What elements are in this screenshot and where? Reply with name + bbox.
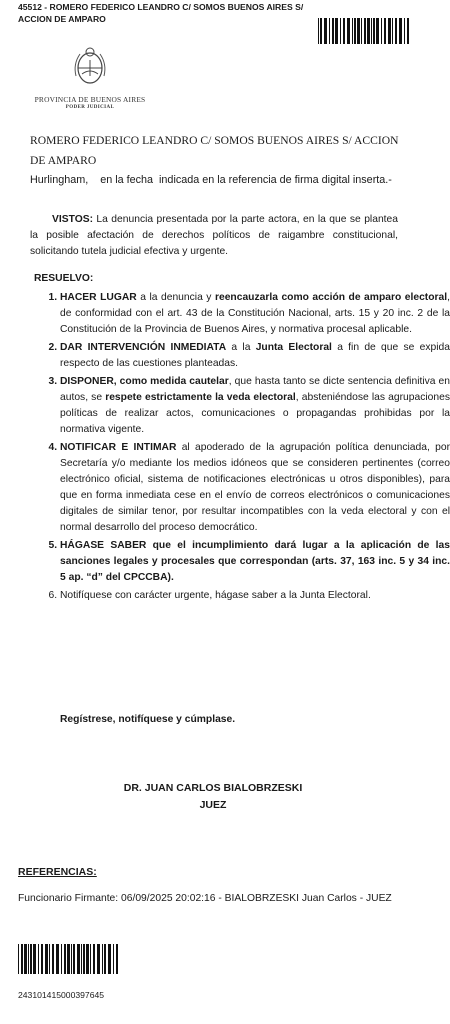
judicial-branch-name: PODER JUDICIAL	[65, 105, 115, 110]
item-5-bold-b: que el incumplimiento dará lugar a la aplicación de las sanciones legales y procesales que correspondan (arts. 37, 163 inc. 5 y 34 inc. 5 ap. “d” del CPCCBA).	[60, 540, 450, 583]
references-signer: Funcionario Firmante: 06/09/2025 20:02:16 - BIALOBRZESKI Juan Carlos - JUEZ	[18, 893, 392, 904]
judge-name: DR. JUAN CARLOS BIALOBRZESKI	[123, 782, 303, 794]
item-3-bold-a: DISPONER, como medida cautelar	[60, 376, 229, 387]
coat-of-arms-icon	[72, 46, 108, 88]
resolution-list	[14, 290, 450, 606]
item-2-text-b: a la	[226, 342, 256, 353]
resolution-item-2	[60, 340, 450, 372]
case-header: 45512 - ROMERO FEDERICO LEANDRO C/ SOMOS BUENOS AIRES S/ ACCION DE AMPARO	[18, 2, 304, 24]
item-2-bold-a: DAR INTERVENCIÓN INMEDIATA	[60, 342, 227, 353]
item-1-bold-c: reencauzarla como acción de amparo electoral	[214, 292, 448, 303]
document-code: 243101415000397645	[18, 990, 105, 1000]
vistos-paragraph	[30, 212, 398, 260]
item-2-bold-c: Junta Electoral	[255, 342, 332, 353]
case-title: ROMERO FEDERICO LEANDRO C/ SOMOS BUENOS AIRES S/ ACCION DE AMPARO	[30, 134, 399, 167]
item-1-text-b: a la denuncia y	[136, 292, 215, 303]
vistos-label: VISTOS:	[52, 214, 94, 225]
judge-role: JUEZ	[199, 799, 227, 811]
item-3-bold-c: respete estrictamente la veda electoral	[105, 392, 296, 403]
item-2-text-d: a fin de que se expida respecto de las cuestiones planteadas.	[60, 342, 450, 369]
province-name: PROVINCIA DE BUENOS AIRES	[34, 95, 146, 104]
item-3-text-d: , absteniéndose las agrupaciones políticas de realizar actos, comunicaciones o propagandas prohibidas por la normativa vigente.	[60, 392, 450, 435]
item-3-text-b: , que hasta tanto se dicte sentencia definitiva en autos, se	[60, 376, 450, 403]
place-date: Hurlingham, en la fecha indicada en la referencia de firma digital inserta.-	[30, 174, 392, 186]
resuelvo-heading: RESUELVO:	[34, 273, 94, 284]
resolution-item-6	[60, 588, 450, 604]
judiciary-seal	[30, 46, 150, 110]
item-5-bold-a: HÁGASE SABER	[60, 540, 147, 551]
resolution-item-3	[60, 374, 450, 438]
resolution-item-4	[60, 440, 450, 536]
resolution-item-1	[60, 290, 450, 338]
item-6-text-a: Notifíquese con carácter urgente, hágase saber a la Junta Electoral.	[60, 590, 371, 601]
vistos-text: La denuncia presentada por la parte actora, en la que se plantea la posible afectación de derechos políticos de raigambre constitucional, solicitando tutela judicial efectiva y urgente.	[30, 214, 398, 257]
item-4-bold-a: NOTIFICAR E INTIMAR	[60, 442, 177, 453]
references-heading: REFERENCIAS:	[18, 866, 97, 878]
closing-formula: Regístrese, notifíquese y cúmplase.	[60, 714, 236, 725]
item-1-text-d: , de conformidad con el art. 43 de la Constitución Nacional, arts. 15 y 20 inc. 2 de la Constitución de la Provincia de Buenos Aires, y normativa procesal aplicable.	[60, 292, 450, 335]
barcode-icon	[318, 18, 410, 44]
resolution-item-5	[60, 538, 450, 586]
item-4-text-b: al apoderado de la agrupación política denunciada, por Secretaría y/o mediante los medios idóneos que se consideren pertinentes (correo electrónico oficial, sistema de notificaciones electrónicas u otros disponibles), para que en forma inmediata cese en el envío de correos electrónicos o comunicaciones digitales de similar tenor, por resultar incompatibles con la veda electoral y con el normal desarrollo del proceso democrático.	[60, 442, 450, 533]
barcode-icon	[18, 944, 120, 974]
item-1-bold-a: HACER LUGAR	[60, 292, 137, 303]
